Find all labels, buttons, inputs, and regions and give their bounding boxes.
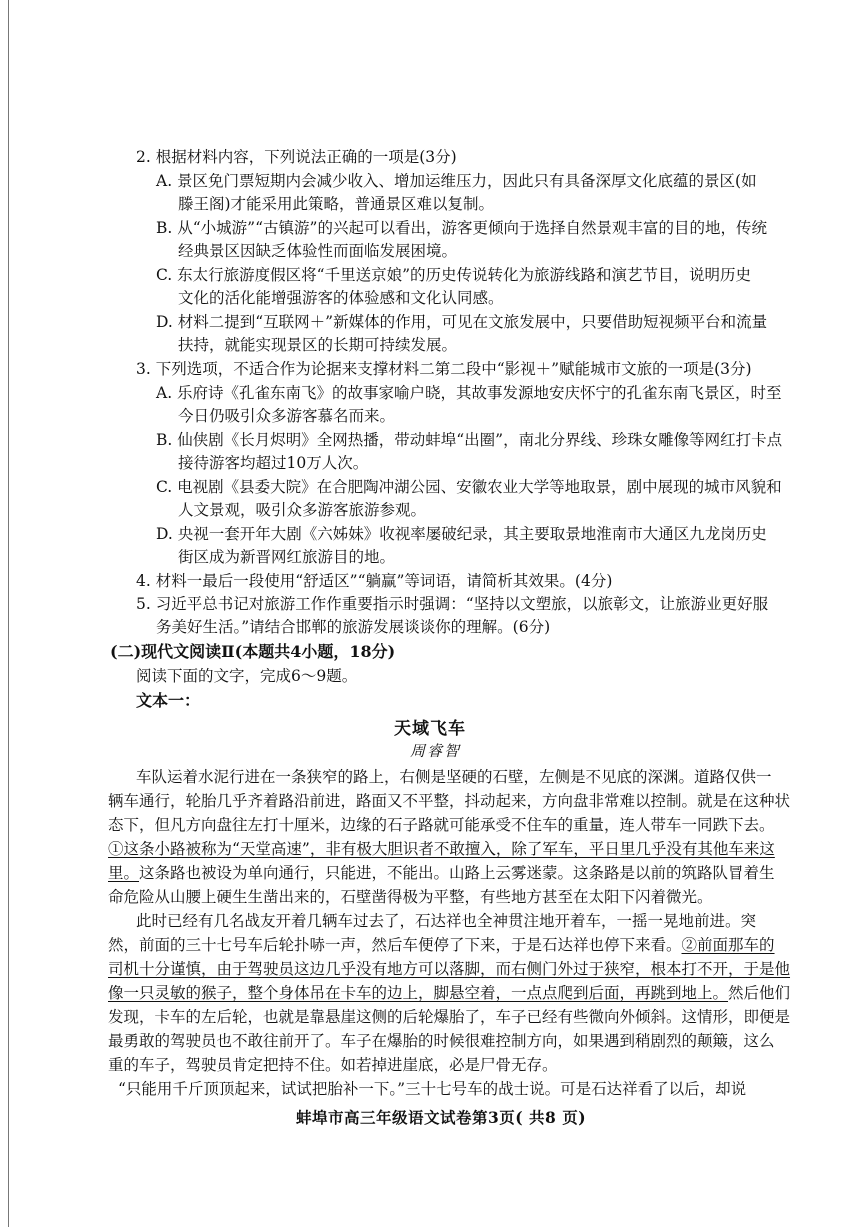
q2-option-b-line2: 经典景区因缺乏体验性而面临发展困境。 — [178, 242, 458, 260]
story-title: 天域飞车 — [394, 719, 466, 739]
q3-option-d-line2: 街区成为新晋网红旅游目的地。 — [178, 548, 396, 566]
story-p1-line4-underlined: ①这条小路被称为“天堂高速”，非有极大胆识者不敢擅入，除了军车，平日里几乎没有其他车来这 — [108, 840, 775, 858]
page-footer: 蚌埠市高三年级语文试卷第3页( 共8 页) — [296, 1108, 587, 1127]
question-4: 4. 材料一最后一段使用“舒适区”“躺赢”等词语，请简析其效果。(4分) — [136, 572, 613, 590]
q2-option-c-line1: C. 东太行旅游度假区将“千里送京娘”的历史传说转化为旅游线路和演艺节目，说明历史 — [156, 266, 752, 284]
text-fragment: 这条路也被设为单向通行，只能进，不能出。山路上云雾迷蒙。这条路是以前的筑路队冒着生 — [139, 864, 775, 882]
q2-option-d-line1: D. 材料二提到“互联网＋”新媒体的作用，可见在文旅发展中，只要借助短视频平台和流量 — [156, 313, 768, 331]
story-p2-line6: 最勇敢的驾驶员也不敢往前开了。车子在爆胎的时候很难控制方向，如果遇到稍剧烈的颠簸，这么 — [108, 1032, 775, 1050]
story-p1-line2: 辆车通行，轮胎几乎齐着路沿前进，路面又不平整，抖动起来，方向盘非常难以控制。就是在这种状 — [108, 792, 791, 810]
story-p2-line1: 此时已经有几名战友开着几辆车过去了，石达祥也全神贯注地开着车，一摇一晃地前进。突 — [136, 912, 757, 930]
question-2-stem: 2. 根据材料内容，下列说法正确的一项是(3分) — [136, 148, 457, 166]
underlined-fragment: 里。 — [108, 864, 140, 882]
q2-option-d-line2: 扶持，就能实现景区的长期可持续发展。 — [178, 336, 458, 354]
text-fragment: 然，前面的三十七号车后轮扑哧一声，然后车便停了下来，于是石达祥也停下来看。 — [108, 936, 682, 954]
underlined-fragment: 像一只灵敏的猴子，整个身体吊在卡车的边上，脚悬空着，一点点爬到后面，再跳到地上。 — [108, 984, 729, 1002]
q3-option-b-line2: 接待游客均超过10万人次。 — [178, 454, 369, 472]
q3-option-c-line1: C. 电视剧《县委大院》在合肥陶冲湖公园、安徽农业大学等地取景，剧中展现的城市风貌和 — [156, 478, 782, 496]
section-heading: (二)现代文阅读Ⅱ(本题共4小题，18分) — [110, 642, 396, 661]
section-instruction: 阅读下面的文字，完成6～9题。 — [136, 667, 358, 685]
q3-option-a-line2: 今日仍吸引众多游客慕名而来。 — [178, 407, 396, 425]
question-5-line1: 5. 习近平总书记对旅游工作作重要指示时强调：“坚持以文塑旅，以旅彰文，让旅游业更好服 — [136, 595, 769, 613]
story-p2-line4 — [108, 982, 790, 1005]
underlined-fragment: ②前面那车的 — [681, 936, 775, 954]
q2-option-a-line2: 滕王阁)才能采用此策略，普通景区难以复制。 — [178, 195, 495, 213]
story-p2-line3-underlined: 司机十分谨慎，由于驾驶员这边几乎没有地方可以落脚，而右侧门外过于狭窄，根本打不开，于是他 — [108, 960, 791, 978]
scan-edge-line — [8, 0, 9, 1227]
q3-option-c-line2: 人文景观，吸引众多游客旅游参观。 — [178, 501, 427, 519]
q3-option-d-line1: D. 央视一套开年大剧《六姊妹》收视率屡破纪录，其主要取景地淮南市大通区九龙岗历史 — [156, 525, 767, 543]
text-fragment: 然后他们 — [728, 984, 791, 1002]
story-author: 周睿智 — [410, 742, 462, 760]
q3-option-a-line1: A. 乐府诗《孔雀东南飞》的故事家喻户晓，其故事发源地安庆怀宁的孔雀东南飞景区，时至 — [156, 384, 782, 402]
story-p1-line3: 态下，但凡方向盘往左打十厘米，边缘的石子路就可能承受不住车的重量，连人带车一同跌下去。 — [108, 816, 775, 834]
story-p2-line7: 重的车子，驾驶员肯定把持不住。如若掉进崖底，必是尸骨无存。 — [108, 1056, 558, 1074]
question-5-line2: 务美好生活。”请结合邯郸的旅游发展谈谈你的理解。(6分) — [156, 618, 551, 636]
story-p1-line1: 车队运着水泥行进在一条狭窄的路上，右侧是坚硬的石壁，左侧是不见底的深渊。道路仅供一 — [136, 768, 772, 786]
story-p3-line1: “只能用千斤顶顶起来，试试把胎补一下。”三十七号车的战士说。可是石达祥看了以后，却说 — [118, 1080, 747, 1098]
story-p2-line2 — [108, 934, 775, 957]
q2-option-c-line2: 文化的活化能增强游客的体验感和文化认同感。 — [178, 289, 504, 307]
story-p2-line5: 发现，卡车的左后轮，也就是靠悬崖这侧的后轮爆胎了，车子已经有些微向外倾斜。这情形，即便是 — [108, 1008, 791, 1026]
story-p1-line6: 命危险从山腰上硬生生凿出来的，石壁凿得极为平整，有些地方甚至在太阳下闪着微光。 — [108, 888, 713, 906]
question-3-stem: 3. 下列选项，不适合作为论据来支撑材料二第二段中“影视＋”赋能城市文旅的一项是(3分) — [136, 360, 752, 378]
text-one-label: 文本一： — [136, 691, 201, 710]
q3-option-b-line1: B. 仙侠剧《长月烬明》全网热播，带动蚌埠“出圈”，南北分界线、珍珠女雕像等网红打卡点 — [156, 431, 783, 449]
q2-option-a-line1: A. 景区免门票短期内会减少收入、增加运维压力，因此只有具备深厚文化底蕴的景区(如 — [156, 172, 757, 190]
q2-option-b-line1: B. 从“小城游”“古镇游”的兴起可以看出，游客更倾向于选择自然景观丰富的目的地，传统 — [156, 219, 767, 237]
story-p1-line5 — [108, 862, 775, 885]
